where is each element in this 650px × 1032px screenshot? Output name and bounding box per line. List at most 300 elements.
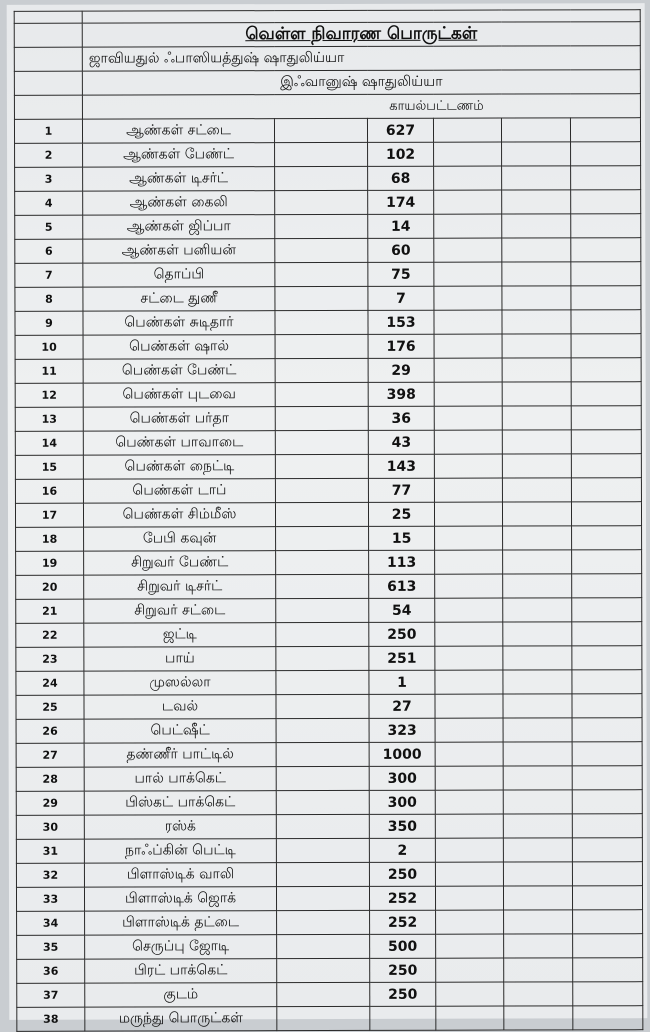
empty-cell bbox=[571, 142, 641, 166]
empty-cell bbox=[571, 478, 641, 502]
empty-cell bbox=[436, 1006, 504, 1030]
row-number: 3 bbox=[15, 167, 83, 191]
empty-cell bbox=[434, 430, 502, 454]
item-name: நாஃப்கின் பெட்டி bbox=[84, 839, 276, 864]
empty-cell bbox=[276, 646, 369, 670]
item-name: செருப்பு ஜோடி bbox=[85, 935, 277, 960]
empty-cell bbox=[435, 742, 503, 766]
empty-cell bbox=[276, 814, 369, 838]
table-row bbox=[17, 1006, 643, 1032]
empty-cell bbox=[434, 238, 502, 262]
empty-cell bbox=[502, 502, 571, 526]
empty-cell bbox=[276, 598, 369, 622]
empty-cell bbox=[434, 358, 502, 382]
table-row bbox=[16, 598, 642, 624]
relief-items-table bbox=[14, 9, 644, 1032]
table-row bbox=[15, 142, 641, 168]
item-quantity: 153 bbox=[368, 310, 434, 334]
empty-cell bbox=[502, 358, 571, 382]
item-name: பாய் bbox=[84, 647, 276, 672]
item-name: ஆண்கள் பனியன் bbox=[83, 239, 275, 264]
empty-cell bbox=[275, 142, 368, 166]
item-quantity: 250 bbox=[369, 622, 435, 646]
empty-cell bbox=[572, 862, 642, 886]
empty-cell bbox=[572, 838, 642, 862]
org-name-line1: ஜாவியதுல் ஃபாஸியத்துஷ் ஷாதுலிய்யா bbox=[82, 46, 640, 71]
item-quantity: 15 bbox=[369, 526, 435, 550]
item-name: பெண்கள் பர்தா bbox=[83, 407, 275, 432]
empty-cell bbox=[277, 982, 370, 1006]
empty-cell bbox=[275, 454, 368, 478]
table-row bbox=[16, 790, 642, 816]
table-row bbox=[15, 310, 641, 336]
empty-cell bbox=[572, 742, 642, 766]
empty-cell bbox=[570, 118, 640, 142]
table-row bbox=[15, 262, 641, 288]
empty-cell bbox=[275, 358, 368, 382]
row-number: 29 bbox=[16, 791, 84, 815]
empty-cell bbox=[275, 382, 368, 406]
empty-cell bbox=[503, 574, 572, 598]
table-row bbox=[15, 358, 641, 384]
row-number: 1 bbox=[14, 119, 82, 143]
row-number: 5 bbox=[15, 215, 83, 239]
empty-cell bbox=[502, 286, 571, 310]
empty-cell bbox=[572, 550, 642, 574]
empty-cell bbox=[434, 142, 502, 166]
table-row bbox=[15, 478, 641, 504]
item-name: பிரட் பாக்கெட் bbox=[85, 959, 277, 984]
item-name: டவல் bbox=[84, 695, 276, 720]
empty-cell bbox=[571, 382, 641, 406]
table-row bbox=[17, 934, 643, 960]
item-name: பெண்கள் ஷால் bbox=[83, 335, 275, 360]
paper-sheet bbox=[7, 3, 648, 1027]
table-row bbox=[15, 238, 641, 264]
empty-cell bbox=[276, 526, 369, 550]
table-row bbox=[16, 526, 642, 552]
empty-cell bbox=[571, 454, 641, 478]
row-number: 2 bbox=[15, 143, 83, 167]
item-name: முஸல்லா bbox=[84, 671, 276, 696]
empty-cell bbox=[436, 982, 504, 1006]
row-number: 26 bbox=[16, 719, 84, 743]
item-quantity: 143 bbox=[368, 454, 434, 478]
table-row bbox=[15, 214, 641, 240]
table-row bbox=[15, 190, 641, 216]
org-name-line2: இஃவானுஷ் ஷாதுலிய்யா bbox=[82, 70, 640, 95]
item-name: பெண்கள் நைட்டி bbox=[83, 455, 275, 480]
item-quantity: 2 bbox=[369, 838, 435, 862]
item-name: பெண்கள் சிம்மீஸ் bbox=[83, 503, 275, 528]
empty-cell bbox=[503, 886, 572, 910]
item-quantity: 1 bbox=[369, 670, 435, 694]
empty-cell bbox=[434, 310, 502, 334]
empty-cell bbox=[503, 550, 572, 574]
item-quantity: 7 bbox=[368, 286, 434, 310]
item-quantity: 77 bbox=[368, 478, 434, 502]
row-number: 7 bbox=[15, 263, 83, 287]
empty-cell bbox=[503, 838, 572, 862]
empty-cell bbox=[503, 526, 572, 550]
empty-cell bbox=[571, 310, 641, 334]
empty-cell bbox=[503, 790, 572, 814]
item-name: பால் பாக்கெட் bbox=[84, 767, 276, 792]
empty-cell bbox=[435, 550, 503, 574]
item-quantity: 68 bbox=[368, 166, 434, 190]
empty-cell bbox=[571, 430, 641, 454]
empty-cell bbox=[275, 214, 368, 238]
empty-cell bbox=[572, 598, 642, 622]
item-quantity: 60 bbox=[368, 238, 434, 262]
empty-cell bbox=[434, 190, 502, 214]
empty-cell bbox=[572, 526, 642, 550]
empty-cell bbox=[573, 958, 643, 982]
empty-cell bbox=[503, 862, 572, 886]
empty-cell bbox=[435, 598, 503, 622]
item-quantity: 250 bbox=[370, 982, 436, 1006]
empty-cell bbox=[571, 238, 641, 262]
row-number: 38 bbox=[17, 1007, 85, 1031]
row-number: 8 bbox=[15, 287, 83, 311]
empty-cell bbox=[277, 1006, 370, 1030]
item-quantity: 300 bbox=[369, 790, 435, 814]
empty-cell bbox=[572, 886, 642, 910]
empty-cell bbox=[435, 814, 503, 838]
item-quantity: 252 bbox=[370, 910, 436, 934]
empty-cell bbox=[502, 166, 571, 190]
empty-cell bbox=[435, 670, 503, 694]
empty-cell bbox=[434, 382, 502, 406]
empty-cell bbox=[276, 574, 369, 598]
row-number: 30 bbox=[16, 815, 84, 839]
item-quantity: 174 bbox=[368, 190, 434, 214]
item-name: பெண்கள் பாவாடை bbox=[83, 431, 275, 456]
row-number: 28 bbox=[16, 767, 84, 791]
empty-cell bbox=[276, 790, 369, 814]
empty-cell bbox=[435, 718, 503, 742]
empty-cell bbox=[435, 886, 503, 910]
empty-cell bbox=[573, 934, 643, 958]
empty-cell bbox=[434, 406, 502, 430]
item-quantity: 252 bbox=[369, 886, 435, 910]
item-quantity: 102 bbox=[368, 142, 434, 166]
empty-cell bbox=[436, 910, 504, 934]
item-quantity: 1000 bbox=[369, 742, 435, 766]
row-number: 16 bbox=[15, 479, 83, 503]
row-number: 37 bbox=[17, 983, 85, 1007]
empty-cell bbox=[433, 118, 501, 142]
empty-cell bbox=[503, 670, 572, 694]
empty-cell bbox=[502, 262, 571, 286]
empty-cell bbox=[573, 1006, 643, 1030]
table-row bbox=[16, 718, 642, 744]
row-number: 24 bbox=[16, 671, 84, 695]
empty-cell bbox=[572, 814, 642, 838]
row-number: 27 bbox=[16, 743, 84, 767]
table-row bbox=[15, 406, 641, 432]
item-quantity: 350 bbox=[369, 814, 435, 838]
empty-cell bbox=[503, 646, 572, 670]
empty-cell bbox=[276, 550, 369, 574]
row-number: 4 bbox=[15, 191, 83, 215]
item-quantity: 43 bbox=[368, 430, 434, 454]
empty-cell bbox=[502, 406, 571, 430]
org-line2-row bbox=[14, 70, 640, 96]
table-row bbox=[15, 502, 641, 528]
item-name: தண்ணீர் பாட்டில் bbox=[84, 743, 276, 768]
empty-cell bbox=[277, 910, 370, 934]
place-row bbox=[14, 94, 640, 120]
empty-cell bbox=[276, 838, 369, 862]
item-quantity: 54 bbox=[369, 598, 435, 622]
item-name: குடம் bbox=[85, 983, 277, 1008]
empty-cell bbox=[502, 454, 571, 478]
table-row bbox=[16, 670, 642, 696]
empty-cell bbox=[572, 622, 642, 646]
empty-cell bbox=[274, 118, 367, 142]
empty-cell bbox=[435, 862, 503, 886]
item-name: ஜட்டி bbox=[84, 623, 276, 648]
empty-cell bbox=[502, 214, 571, 238]
item-name: ஆண்கள் டிசர்ட் bbox=[83, 167, 275, 192]
empty-cell bbox=[572, 574, 642, 598]
item-name: பேபி கவுன் bbox=[84, 527, 276, 552]
row-number: 6 bbox=[15, 239, 83, 263]
empty-cell bbox=[572, 766, 642, 790]
row-number: 10 bbox=[15, 335, 83, 359]
title-row bbox=[14, 22, 640, 48]
empty-cell bbox=[502, 238, 571, 262]
empty-cell bbox=[436, 934, 504, 958]
empty-cell bbox=[571, 406, 641, 430]
empty-cell bbox=[275, 238, 368, 262]
empty-cell bbox=[502, 142, 571, 166]
item-name: ஆண்கள் ஜிப்பா bbox=[83, 215, 275, 240]
empty-cell bbox=[572, 646, 642, 670]
table-row bbox=[16, 862, 642, 888]
empty-cell bbox=[502, 334, 571, 358]
item-quantity: 613 bbox=[369, 574, 435, 598]
table-row bbox=[16, 838, 642, 864]
empty-cell bbox=[572, 694, 642, 718]
empty-cell bbox=[572, 670, 642, 694]
item-quantity: 300 bbox=[369, 766, 435, 790]
empty-cell bbox=[434, 262, 502, 286]
empty-cell bbox=[504, 958, 573, 982]
item-quantity: 627 bbox=[367, 118, 433, 142]
item-quantity: 25 bbox=[368, 502, 434, 526]
empty-cell bbox=[572, 790, 642, 814]
item-quantity: 27 bbox=[369, 694, 435, 718]
empty-cell bbox=[275, 166, 368, 190]
item-name: பெண்கள் பேண்ட் bbox=[83, 359, 275, 384]
item-quantity: 14 bbox=[368, 214, 434, 238]
empty-cell bbox=[276, 622, 369, 646]
item-quantity bbox=[370, 1006, 436, 1030]
empty-cell bbox=[276, 862, 369, 886]
page-title: வெள்ள நிவாரண பொருட்கள் bbox=[82, 22, 640, 47]
item-name: பெட்ஷீட் bbox=[84, 719, 276, 744]
item-name: பெண்கள் டாப் bbox=[83, 479, 275, 504]
item-quantity: 500 bbox=[370, 934, 436, 958]
item-quantity: 176 bbox=[368, 334, 434, 358]
item-name: பிளாஸ்டிக் ஜொக் bbox=[84, 887, 276, 912]
empty-cell bbox=[571, 286, 641, 310]
table-row bbox=[16, 574, 642, 600]
empty-cell bbox=[275, 334, 368, 358]
empty-cell bbox=[275, 406, 368, 430]
empty-cell bbox=[504, 934, 573, 958]
empty-cell bbox=[275, 430, 368, 454]
item-name: பிளாஸ்டிக் தட்டை bbox=[85, 911, 277, 936]
empty-cell bbox=[434, 286, 502, 310]
item-name: பிளாஸ்டிக் வாலி bbox=[84, 863, 276, 888]
empty-cell bbox=[504, 982, 573, 1006]
empty-cell bbox=[435, 646, 503, 670]
empty-cell bbox=[502, 478, 571, 502]
empty-cell bbox=[277, 934, 370, 958]
empty-cell bbox=[434, 166, 502, 190]
table-row bbox=[15, 286, 641, 312]
item-quantity: 398 bbox=[368, 382, 434, 406]
row-number: 25 bbox=[16, 695, 84, 719]
empty-cell bbox=[503, 622, 572, 646]
empty-cell bbox=[571, 334, 641, 358]
empty-cell bbox=[571, 190, 641, 214]
empty-cell bbox=[503, 814, 572, 838]
table-row bbox=[16, 742, 642, 768]
empty-cell bbox=[435, 838, 503, 862]
empty-cell bbox=[276, 742, 369, 766]
empty-cell bbox=[502, 430, 571, 454]
table-row bbox=[14, 118, 640, 144]
table-row bbox=[15, 430, 641, 456]
item-name: ஆண்கள் சட்டை bbox=[82, 119, 274, 144]
item-name: பெண்கள் புடவை bbox=[83, 383, 275, 408]
empty-cell bbox=[435, 694, 503, 718]
item-name: சிறுவர் சட்டை bbox=[84, 599, 276, 624]
empty-cell bbox=[502, 310, 571, 334]
item-name: ஆண்கள் பேண்ட் bbox=[83, 143, 275, 168]
empty-cell bbox=[503, 718, 572, 742]
table-row bbox=[16, 646, 642, 672]
row-number: 13 bbox=[15, 407, 83, 431]
row-number: 17 bbox=[15, 503, 83, 527]
empty-cell bbox=[571, 502, 641, 526]
empty-cell bbox=[276, 766, 369, 790]
item-name: சிறுவர் டிசர்ட் bbox=[84, 575, 276, 600]
row-number: 9 bbox=[15, 311, 83, 335]
empty-cell bbox=[276, 670, 369, 694]
item-name: ரஸ்க் bbox=[84, 815, 276, 840]
item-name: சிறுவர் பேண்ட் bbox=[84, 551, 276, 576]
table-row bbox=[15, 382, 641, 408]
row-number: 23 bbox=[16, 647, 84, 671]
row-number: 33 bbox=[16, 887, 84, 911]
item-quantity: 251 bbox=[369, 646, 435, 670]
empty-cell bbox=[434, 214, 502, 238]
empty-cell bbox=[573, 982, 643, 1006]
empty-cell bbox=[571, 166, 641, 190]
row-number: 18 bbox=[16, 527, 84, 551]
empty-cell bbox=[571, 214, 641, 238]
empty-cell bbox=[571, 358, 641, 382]
item-quantity: 250 bbox=[369, 862, 435, 886]
item-name: ஆண்கள் கைலி bbox=[83, 191, 275, 216]
row-number: 15 bbox=[15, 455, 83, 479]
item-name: பெண்கள் சுடிதார் bbox=[83, 311, 275, 336]
org-line1-row bbox=[14, 46, 640, 72]
item-quantity: 113 bbox=[369, 550, 435, 574]
table-row bbox=[16, 694, 642, 720]
row-number: 11 bbox=[15, 359, 83, 383]
empty-cell bbox=[435, 574, 503, 598]
empty-cell bbox=[436, 958, 504, 982]
table-row bbox=[15, 334, 641, 360]
row-number: 31 bbox=[16, 839, 84, 863]
row-number: 12 bbox=[15, 383, 83, 407]
item-name: தொப்பி bbox=[83, 263, 275, 288]
row-number: 21 bbox=[16, 599, 84, 623]
row-number: 35 bbox=[17, 935, 85, 959]
item-name: மருந்து பொருட்கள் bbox=[85, 1007, 277, 1032]
empty-cell bbox=[503, 742, 572, 766]
empty-cell bbox=[434, 478, 502, 502]
empty-cell bbox=[435, 790, 503, 814]
empty-cell bbox=[572, 718, 642, 742]
item-quantity: 250 bbox=[370, 958, 436, 982]
empty-cell bbox=[503, 766, 572, 790]
table-row bbox=[16, 622, 642, 648]
empty-cell bbox=[434, 334, 502, 358]
empty-cell bbox=[435, 526, 503, 550]
empty-cell bbox=[503, 694, 572, 718]
empty-cell bbox=[504, 910, 573, 934]
place-name: காயல்பட்டணம் bbox=[82, 94, 640, 119]
row-number: 22 bbox=[16, 623, 84, 647]
empty-cell bbox=[501, 118, 570, 142]
item-name: பிஸ்கட் பாக்கெட் bbox=[84, 791, 276, 816]
empty-cell bbox=[434, 502, 502, 526]
table-row bbox=[17, 958, 643, 984]
empty-cell bbox=[275, 262, 368, 286]
empty-cell bbox=[275, 286, 368, 310]
empty-cell bbox=[502, 382, 571, 406]
table-row bbox=[15, 454, 641, 480]
empty-cell bbox=[276, 886, 369, 910]
item-quantity: 75 bbox=[368, 262, 434, 286]
empty-cell bbox=[502, 190, 571, 214]
row-number: 34 bbox=[17, 911, 85, 935]
table-row bbox=[16, 814, 642, 840]
table-row bbox=[16, 886, 642, 912]
item-quantity: 36 bbox=[368, 406, 434, 430]
row-number: 19 bbox=[16, 551, 84, 575]
empty-cell bbox=[504, 1006, 573, 1030]
empty-cell bbox=[275, 478, 368, 502]
row-number: 14 bbox=[15, 431, 83, 455]
row-number: 32 bbox=[16, 863, 84, 887]
empty-cell bbox=[435, 766, 503, 790]
empty-cell bbox=[573, 910, 643, 934]
row-number: 36 bbox=[17, 959, 85, 983]
table-row bbox=[16, 550, 642, 576]
empty-cell bbox=[277, 958, 370, 982]
table-row bbox=[17, 910, 643, 936]
row-number: 20 bbox=[16, 575, 84, 599]
table-row bbox=[17, 982, 643, 1008]
